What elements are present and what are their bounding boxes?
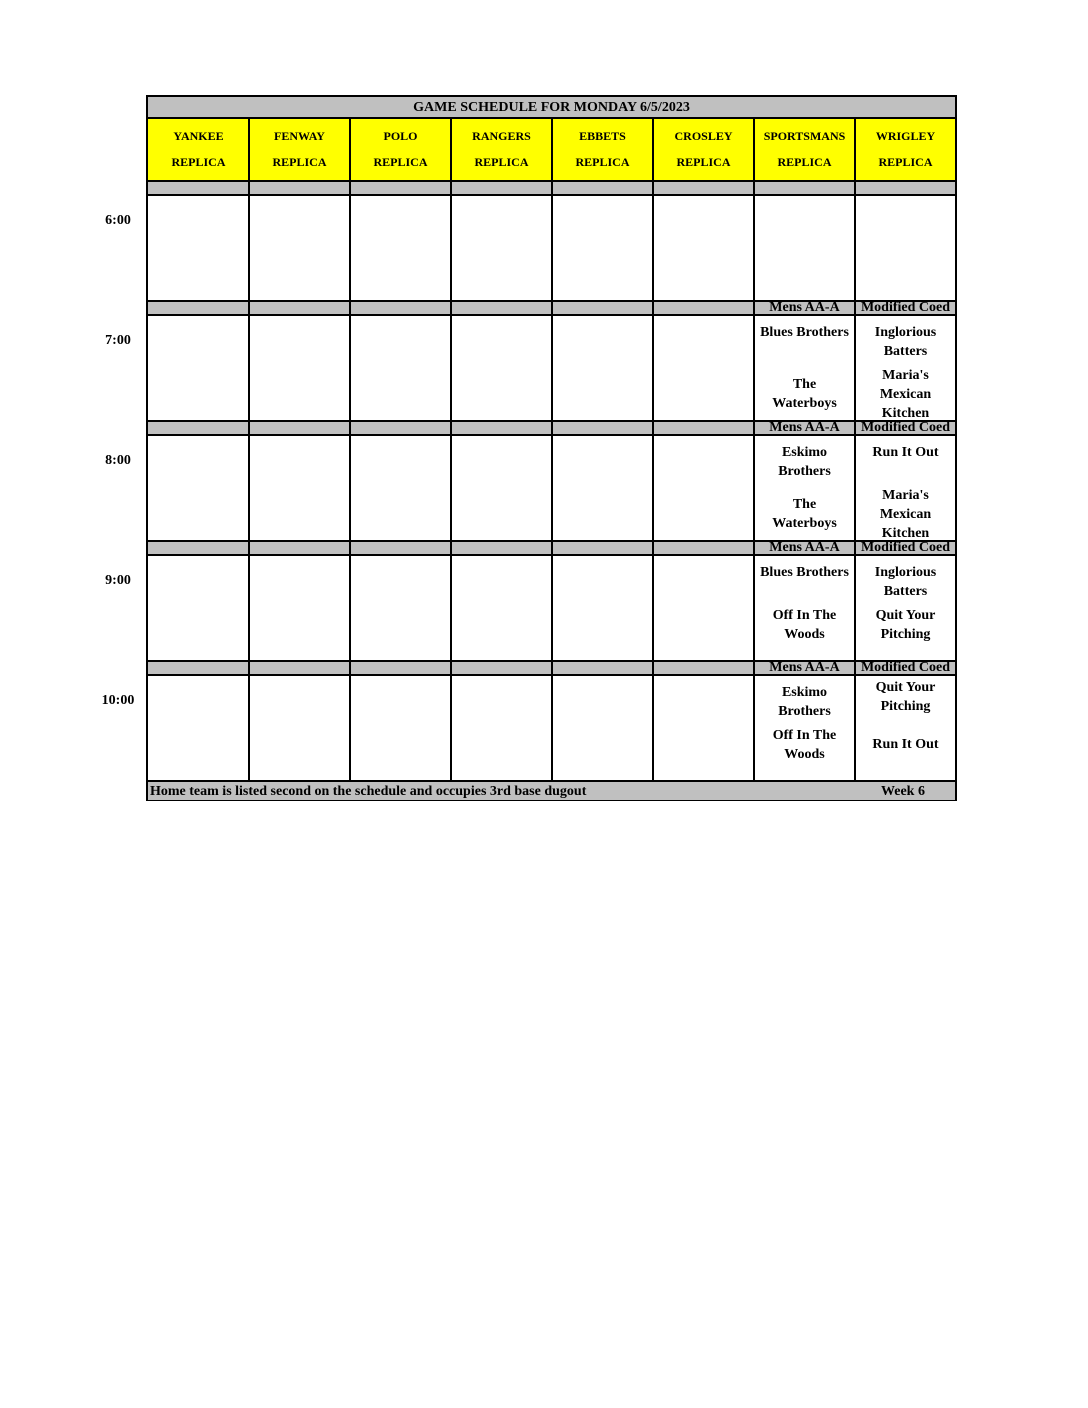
division-label — [148, 182, 249, 194]
field-name: SPORTSMANS — [763, 129, 846, 143]
field-header — [451, 119, 552, 180]
division-label — [350, 422, 451, 434]
field-type: REPLICA — [878, 155, 933, 169]
field-header — [653, 119, 754, 180]
division-label — [249, 182, 350, 194]
field-name: POLO — [383, 129, 418, 143]
time-label: 6:00 — [105, 213, 131, 228]
game-cell — [552, 316, 653, 420]
time-slot-row — [148, 556, 955, 660]
game-cell — [552, 436, 653, 540]
division-row — [148, 660, 955, 676]
division-label: Mens AA-A — [769, 300, 840, 315]
time-label: 9:00 — [105, 573, 131, 588]
game-cell — [552, 676, 653, 780]
game-cell — [855, 436, 956, 540]
game-cell — [249, 556, 350, 660]
game-cell — [754, 676, 855, 780]
division-label — [148, 542, 249, 554]
field-header-row — [148, 119, 955, 180]
away-team: Eskimo Brothers — [778, 445, 831, 479]
division-label: Mens AA-A — [769, 660, 840, 675]
division-label: Mens AA-A — [769, 420, 840, 435]
field-type: REPLICA — [171, 155, 226, 169]
away-team: Quit Your Pitching — [875, 680, 936, 714]
home-team: Off In The Woods — [772, 727, 837, 762]
home-team: Maria's Mexican Kitchen — [879, 367, 932, 421]
game-cell — [350, 316, 451, 420]
game-cell — [451, 196, 552, 300]
division-label — [148, 662, 249, 674]
footer-note: Home team is listed second on the schedule and occupies 3rd base dugout — [150, 784, 587, 799]
field-type: REPLICA — [272, 155, 327, 169]
home-team: The Waterboys — [772, 377, 837, 411]
game-cell — [249, 436, 350, 540]
division-label — [249, 302, 350, 314]
division-label — [350, 182, 451, 194]
home-team: Off In The Woods — [772, 607, 837, 642]
division-label — [653, 422, 754, 434]
division-label — [552, 542, 653, 554]
home-team: Quit Your Pitching — [875, 607, 936, 642]
division-label — [653, 302, 754, 314]
division-label — [653, 182, 754, 194]
game-cell — [754, 316, 855, 420]
division-label: Modified Coed — [860, 420, 951, 435]
game-cell — [249, 676, 350, 780]
time-slot-row — [148, 676, 955, 780]
game-cell — [148, 316, 249, 420]
field-header — [249, 119, 350, 180]
game-cell — [754, 556, 855, 660]
game-cell — [350, 556, 451, 660]
field-name: YANKEE — [173, 129, 224, 143]
division-label — [855, 182, 956, 194]
game-cell — [653, 196, 754, 300]
game-cell — [754, 436, 855, 540]
time-slot-row — [148, 316, 955, 420]
division-label — [552, 302, 653, 314]
division-label: Modified Coed — [860, 300, 951, 315]
schedule-footer — [148, 780, 955, 800]
division-label — [653, 662, 754, 674]
time-label: 7:00 — [105, 333, 131, 348]
time-label: 10:00 — [101, 693, 135, 708]
game-cell — [350, 196, 451, 300]
game-cell — [148, 676, 249, 780]
division-label — [350, 662, 451, 674]
game-cell — [451, 436, 552, 540]
field-header — [552, 119, 653, 180]
field-type: REPLICA — [373, 155, 428, 169]
division-label — [350, 302, 451, 314]
game-cell — [653, 436, 754, 540]
division-label — [552, 422, 653, 434]
division-row — [148, 180, 955, 196]
away-team: Eskimo Brothers — [778, 685, 831, 719]
game-cell — [855, 676, 956, 780]
field-header — [148, 119, 249, 180]
game-cell — [855, 316, 956, 420]
game-cell — [249, 316, 350, 420]
game-cell — [148, 436, 249, 540]
away-team: Blues Brothers — [760, 565, 849, 580]
division-row — [148, 300, 955, 316]
division-label — [552, 182, 653, 194]
division-label — [451, 182, 552, 194]
home-team: Maria's Mexican Kitchen — [879, 487, 932, 541]
division-label — [653, 542, 754, 554]
home-team: The Waterboys — [772, 497, 837, 531]
field-header — [350, 119, 451, 180]
time-slot-row — [148, 196, 955, 300]
division-label — [552, 662, 653, 674]
division-row — [148, 420, 955, 436]
division-label: Mens AA-A — [769, 540, 840, 555]
time-label: 8:00 — [105, 453, 131, 468]
division-label — [451, 542, 552, 554]
game-cell — [451, 316, 552, 420]
game-cell — [350, 436, 451, 540]
game-cell — [451, 556, 552, 660]
division-label: Modified Coed — [860, 660, 951, 675]
division-label — [249, 422, 350, 434]
field-type: REPLICA — [676, 155, 731, 169]
away-team: Inglorious Batters — [874, 325, 937, 359]
game-cell — [653, 676, 754, 780]
division-label — [451, 422, 552, 434]
schedule-table — [146, 95, 957, 801]
game-cell — [855, 196, 956, 300]
game-cell — [552, 196, 653, 300]
division-label — [249, 542, 350, 554]
game-cell — [653, 556, 754, 660]
division-label — [451, 302, 552, 314]
division-label — [350, 542, 451, 554]
field-type: REPLICA — [474, 155, 529, 169]
field-name: RANGERS — [472, 129, 531, 143]
away-team: Inglorious Batters — [874, 565, 937, 599]
field-header — [855, 119, 956, 180]
schedule-title: GAME SCHEDULE FOR MONDAY 6/5/2023 — [148, 97, 955, 119]
division-label — [249, 662, 350, 674]
field-name: EBBETS — [579, 129, 626, 143]
field-name: CROSLEY — [674, 129, 733, 143]
home-team: Run It Out — [872, 737, 939, 752]
week-label: Week 6 — [881, 784, 925, 799]
field-type: REPLICA — [777, 155, 832, 169]
game-cell — [148, 556, 249, 660]
game-cell — [148, 196, 249, 300]
field-name: FENWAY — [274, 129, 325, 143]
away-team: Blues Brothers — [760, 325, 849, 340]
field-type: REPLICA — [575, 155, 630, 169]
division-label — [754, 182, 855, 194]
away-team: Run It Out — [872, 445, 939, 460]
division-label — [148, 302, 249, 314]
game-cell — [754, 196, 855, 300]
game-cell — [451, 676, 552, 780]
division-row — [148, 540, 955, 556]
field-name: WRIGLEY — [875, 129, 936, 143]
game-cell — [249, 196, 350, 300]
game-cell — [855, 556, 956, 660]
division-label — [148, 422, 249, 434]
division-label — [451, 662, 552, 674]
game-cell — [653, 316, 754, 420]
division-label: Modified Coed — [860, 540, 951, 555]
game-cell — [350, 676, 451, 780]
game-cell — [552, 556, 653, 660]
field-header — [754, 119, 855, 180]
time-slot-row — [148, 436, 955, 540]
